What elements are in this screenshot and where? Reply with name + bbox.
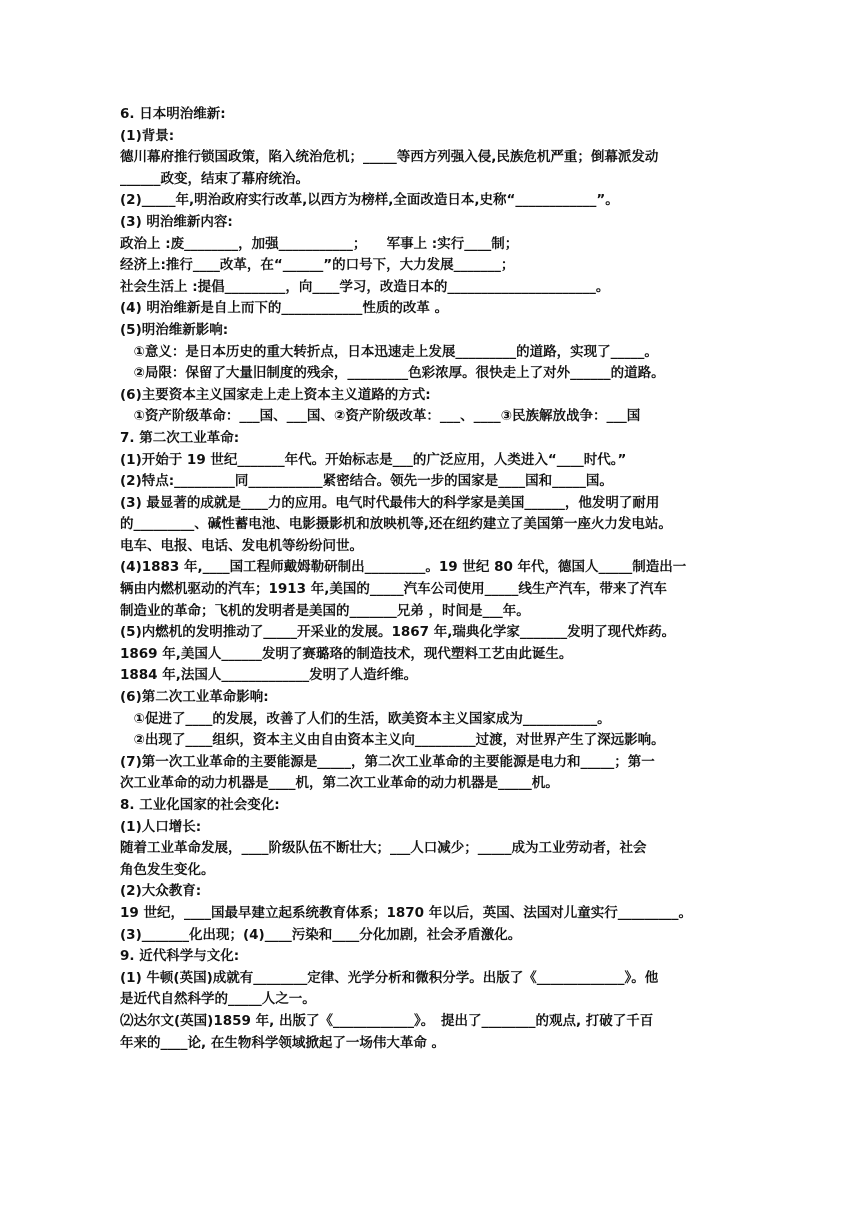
text-line: (1) 牛顿(英国)成就有________定律、光学分析和微积分学。出版了《_____________》。他 — [120, 969, 659, 986]
text-line: 19 世纪，____国最早建立起系统教育体系；1870 年以后，英国、法国对儿童实行_________。 — [120, 904, 693, 921]
text-line: ①资产阶级革命：___国、___国、②资产阶级改革：___、____③民族解放战争：___国 — [120, 408, 641, 425]
text-line: ②出现了____组织，资本主义由自由资本主义向_________过渡，对世界产生了深远影响。 — [120, 732, 665, 749]
text-line: ①意义：是日本历史的重大转折点，日本迅速走上发展_________的道路，实现了_____。 — [120, 343, 658, 360]
text-line: (6)第二次工业革命影响: — [120, 689, 269, 706]
text-line: 制造业的革命；飞机的发明者是美国的_______兄弟 ，时间是___年。 — [120, 602, 530, 619]
text-line: (3) 最显著的成就是____力的应用。电气时代最伟大的科学家是美国______，他发明了耐用 — [120, 494, 660, 511]
text-line: 1869 年,美国人______发明了赛璐珞的制造技术，现代塑料工艺由此诞生。 — [120, 645, 573, 662]
text-line: (7)第一次工业革命的主要能源是_____，第二次工业革命的主要能源是电力和_____；第一 — [120, 753, 655, 770]
text-line: (4) 明治维新是自上而下的____________性质的改革 。 — [120, 300, 449, 317]
text-line: (1)人口增长: — [120, 818, 202, 835]
worksheet-text — [120, 104, 740, 1054]
text-line: (4)1883 年,____国工程师戴姆勒研制出_________。19 世纪 80 年代，德国人_____制造出一 — [120, 559, 687, 576]
text-line: 8. 工业化国家的社会变化: — [120, 797, 280, 813]
text-line: (3)_______化出现；(4)____污染和____分化加剧，社会矛盾激化。 — [120, 926, 522, 943]
text-line: 德川幕府推行锁国政策，陷入统治危机；_____等西方列强入侵,民族危机严重；倒幕派发动 — [120, 149, 659, 166]
text-line: ⑵达尔文(英国)1859 年, 出版了《____________》。 提出了________的观点, 打破了千百 — [120, 1012, 654, 1029]
text-line: (5)明治维新影响: — [120, 321, 229, 338]
text-line: 的_________、碱性蓄电池、电影摄影机和放映机等,还在纽约建立了美国第一座火力发电站。 — [120, 516, 672, 533]
text-line: (1)开始于 19 世纪_______年代。开始标志是___的广泛应用，人类进入“____时代。” — [120, 451, 627, 468]
text-line: 年来的____论, 在生物科学领域掀起了一场伟大革命 。 — [120, 1034, 446, 1051]
text-line: ②局限：保留了大量旧制度的残余，_________色彩浓厚。很快走上了对外______的道路。 — [120, 365, 665, 382]
text-line: 6. 日本明治维新: — [120, 106, 226, 122]
text-line: (2)_____年,明治政府实行改革,以西方为榜样,全面改造日本,史称“____________”。 — [120, 192, 619, 209]
text-line: 9. 近代科学与文化: — [120, 948, 240, 965]
text-line: 1884 年,法国人_____________发明了人造纤维。 — [120, 667, 418, 684]
text-line: 电车、电报、电话、发电机等纷纷问世。 — [120, 537, 363, 554]
text-line: (5)内燃机的发明推动了_____开采业的发展。1867 年,瑞典化学家_______发明了现代炸药。 — [120, 624, 676, 641]
text-line: 次工业革命的动力机器是____机，第二次工业革命的动力机器是_____机。 — [120, 775, 559, 792]
text-line: 角色发生变化。 — [120, 861, 215, 878]
text-line: (2)大众教育: — [120, 883, 202, 900]
text-line: ①促进了____的发展，改善了人们的生活，欧美资本主义国家成为___________。 — [120, 710, 611, 727]
text-line: 是近代自然科学的_____人之一。 — [120, 991, 316, 1008]
text-line: (3) 明治维新内容: — [120, 213, 233, 230]
text-line: 政治上 :废________，加强___________； 军事上 :实行____制； — [120, 235, 519, 252]
text-line: 随着工业革命发展，____阶级队伍不断壮大；___人口减少；_____成为工业劳动者，社会 — [120, 840, 647, 857]
text-line: 7. 第二次工业革命: — [120, 429, 240, 446]
text-line: 经济上:推行____改革，在“______”的口号下，大力发展_______； — [120, 257, 515, 274]
text-line: (6)主要资本主义国家走上走上资本主义道路的方式: — [120, 386, 431, 403]
text-line: (2)特点:_________同___________紧密结合。领先一步的国家是____国和_____国。 — [120, 473, 613, 490]
text-line: 辆由内燃机驱动的汽车；1913 年,美国的_____汽车公司使用_____线生产汽车，带来了汽车 — [120, 581, 667, 598]
text-line: (1)背景: — [120, 127, 175, 144]
text-line: ______政变，结束了幕府统治。 — [120, 170, 309, 187]
text-line: 社会生活上 :提倡_________，向____学习，改造日本的______________________。 — [120, 278, 610, 295]
